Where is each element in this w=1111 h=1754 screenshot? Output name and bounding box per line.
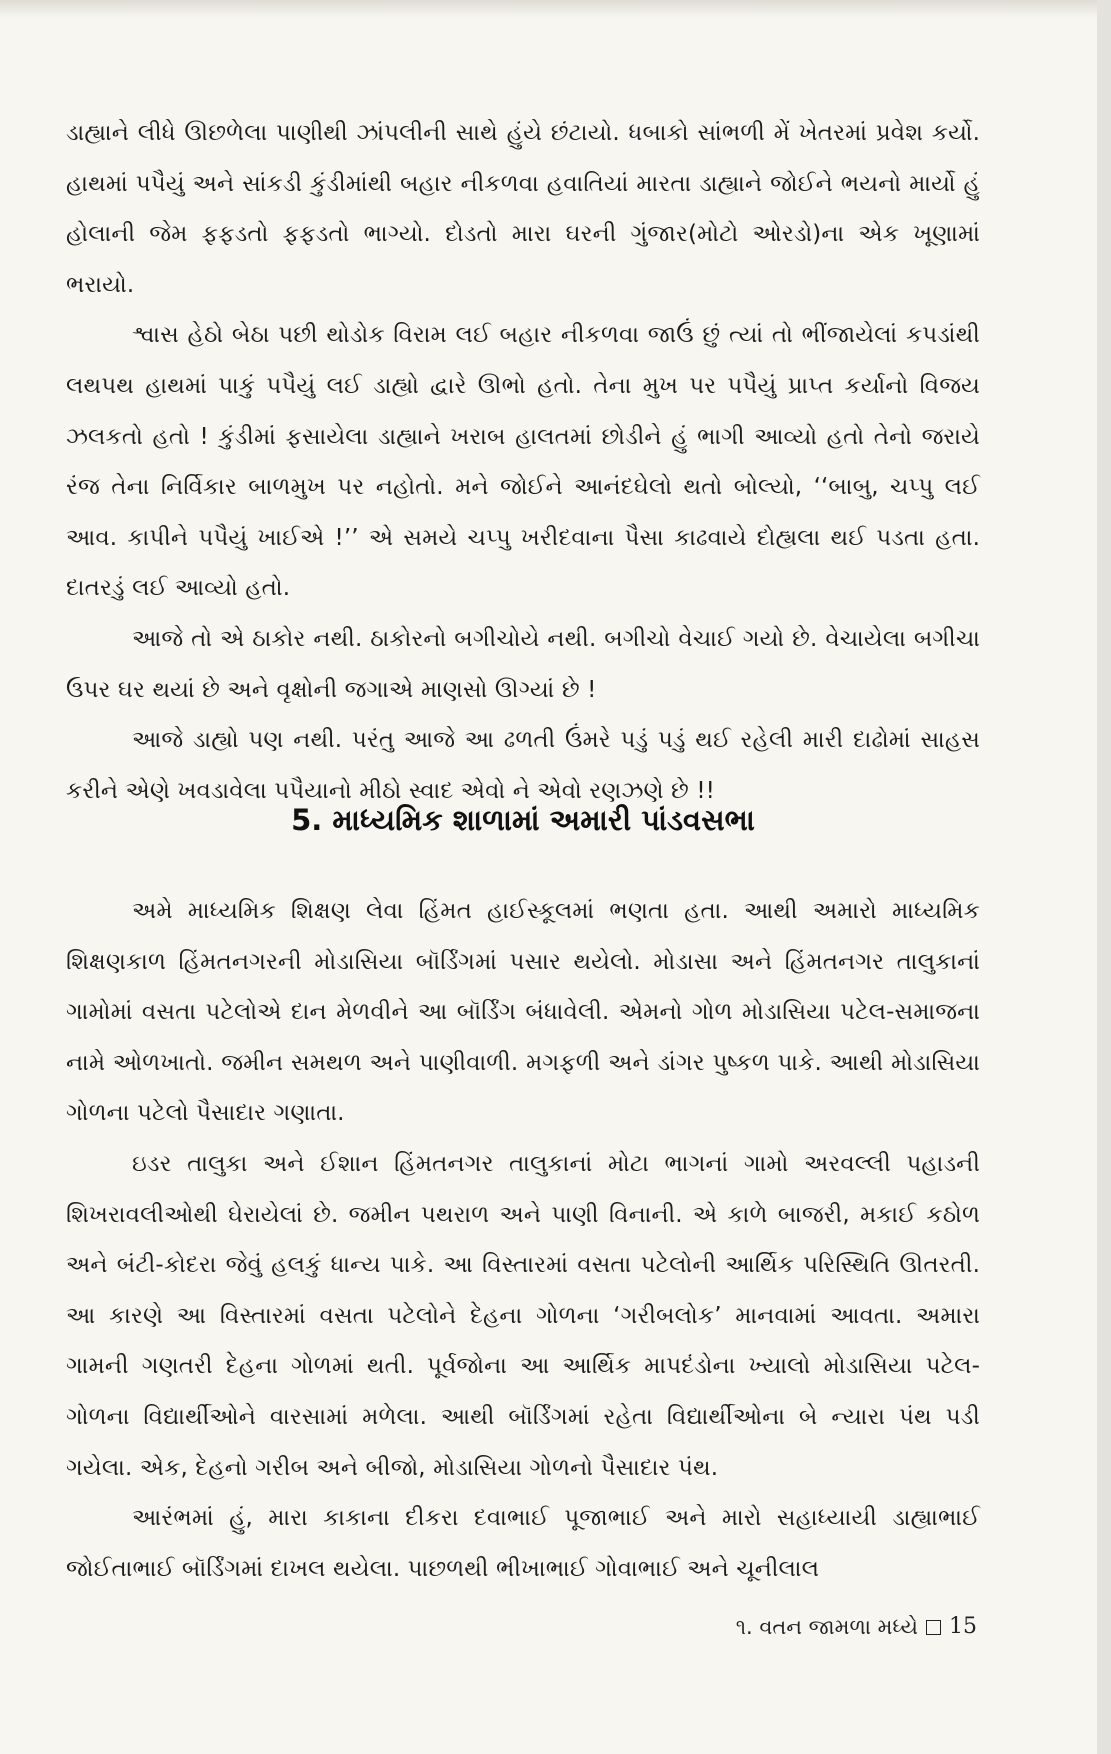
paragraph: ડાહ્યાને લીધે ઊછળેલા પાણીથી ઝાંપલીની સાથે હુંયે છંટાયો. ધબાકો સાંભળી મેં ખેતરમાં પ્રવેશ કર્યો. હાથમાં પપૈયું અને સાંકડી કુંડીમાંથી બહાર નીકળવા હવાતિયાં મારતા ડાહ્યાને જોઈને ભયનો માર્યો હું હોલાની જેમ ફફડતો ફફડતો ભાગ્યો. દોડતો મારા ઘરની ગુંજાર(મોટો ઓરડો)ના એક ખૂણામાં ભરાયો. xyxy=(66,120,980,298)
paragraph: ઇડર તાલુકા અને ઈશાન હિંમતનગર તાલુકાનાં મોટા ભાગનાં ગામો અરવલ્લી પહાડની શિખરાવલીઓથી ઘેરાયેલાં છે. જમીન પથરાળ અને પાણી વિનાની. એ કાળે બાજરી, મકાઈ કઠોળ અને બંટી-કોદરા જેવું હલકું ધાન્ય પાકે. આ વિસ્તારમાં વસતા પટેલોની આર્થિક પરિસ્થિતિ ઊતરતી. આ કારણે આ વિસ્તારમાં વસતા પટેલોને દેહના ગોળના ‘ગરીબલોક’ માનવામાં આવતા. અમારા ગામની ગણતરી દેહના ગોળમાં થતી. પૂર્વજોના આ આર્થિક માપદંડોના ખ્યાલો મોડાસિયા પટેલ-ગોળના વિદ્યાર્થીઓને વારસામાં મળેલા. આથી બૉર્ડિંગમાં રહેતા વિદ્યાર્થીઓના બે ન્યારા પંથ પડી ગયેલા. એક, દેહનો ગરીબ અને બીજો, મોડાસિયા ગોળનો પૈસાદાર પંથ. xyxy=(66,1150,980,1481)
paragraph: અમે માધ્યમિક શિક્ષણ લેવા હિંમત હાઈસ્કૂલમાં ભણતા હતા. આથી અમારો માધ્યમિક શિક્ષણકાળ હિંમતનગરની મોડાસિયા બૉર્ડિંગમાં પસાર થયેલો. મોડાસા અને હિંમતનગર તાલુકાનાં ગામોમાં વસતા પટેલોએ દાન મેળવીને આ બૉર્ડિંગ બંધાવેલી. એમનો ગોળ મોડાસિયા પટેલ-સમાજના નામે ઓળખાતો. જમીન સમથળ અને પાણીવાળી. મગફળી અને ડાંગર પુષ્કળ પાકે. આથી મોડાસિયા ગોળના પટેલો પૈસાદાર ગણાતા. xyxy=(66,898,980,1127)
paragraph: શ્વાસ હેઠો બેઠા પછી થોડોક વિરામ લઈ બહાર નીકળવા જાઉં છું ત્યાં તો ભીંજાયેલાં કપડાંથી લથપથ હાથમાં પાકું પપૈયું લઈ ડાહ્યો દ્વારે ઊભો હતો. તેના મુખ પર પપૈયું પ્રાપ્ત કર્યાનો વિજય ઝલકતો હતો ! કુંડીમાં ફસાયેલા ડાહ્યાને ખરાબ હાલતમાં છોડીને હું ભાગી આવ્યો હતો તેનો જરાયે રંજ તેના નિર્વિકાર બાળમુખ પર નહોતો. મને જોઈને આનંદઘેલો થતો બોલ્યો, ‘‘બાબુ, ચપ્પુ લઈ આવ. કાપીને પપૈયું ખાઈએ !’’ એ સમયે ચપ્પુ ખરીદવાના પૈસા કાઢવાયે દોહ્યલા થઈ પડતા હતા. દાતરડું લઈ આવ્યો હતો. xyxy=(66,322,980,602)
running-title: ૧. વતન જામળા મધ્યે xyxy=(735,1615,918,1639)
bottom-text-block xyxy=(66,886,980,1594)
chapter-heading: 5. માધ્યમિક શાળામાં અમારી પાંડવસભા xyxy=(291,803,755,837)
paragraph: આજે ડાહ્યો પણ નથી. પરંતુ આજે આ ઢળતી ઉંમરે પડું પડું થઈ રહેલી મારી દાઢોમાં સાહસ કરીને એણે ખવડાવેલા પપૈયાનો મીઠો સ્વાદ એવો ને એવો રણઝણે છે !! xyxy=(66,727,980,804)
page-number: 15 xyxy=(949,1614,977,1639)
paragraph: આજે તો એ ઠાકોર નથી. ઠાકોરનો બગીચોયે નથી. બગીચો વેચાઈ ગયો છે. વેચાયેલા બગીચા ઉપર ઘર થયાં છે અને વૃક્ષોની જગાએ માણસો ઊગ્યાં છે ! xyxy=(66,625,980,703)
paragraph: આરંભમાં હું, મારા કાકાના દીકરા દવાભાઈ પૂજાભાઈ અને મારો સહાધ્યાયી ડાહ્યાભાઈ જોઈતાભાઈ બૉર્ડિંગમાં દાખલ થયેલા. પાછળથી ભીખાભાઈ ગોવાભાઈ અને ચૂનીલાલ xyxy=(66,1505,980,1582)
square-box-icon xyxy=(926,1620,941,1635)
top-text-block xyxy=(66,108,980,816)
page-footer xyxy=(736,1612,977,1642)
